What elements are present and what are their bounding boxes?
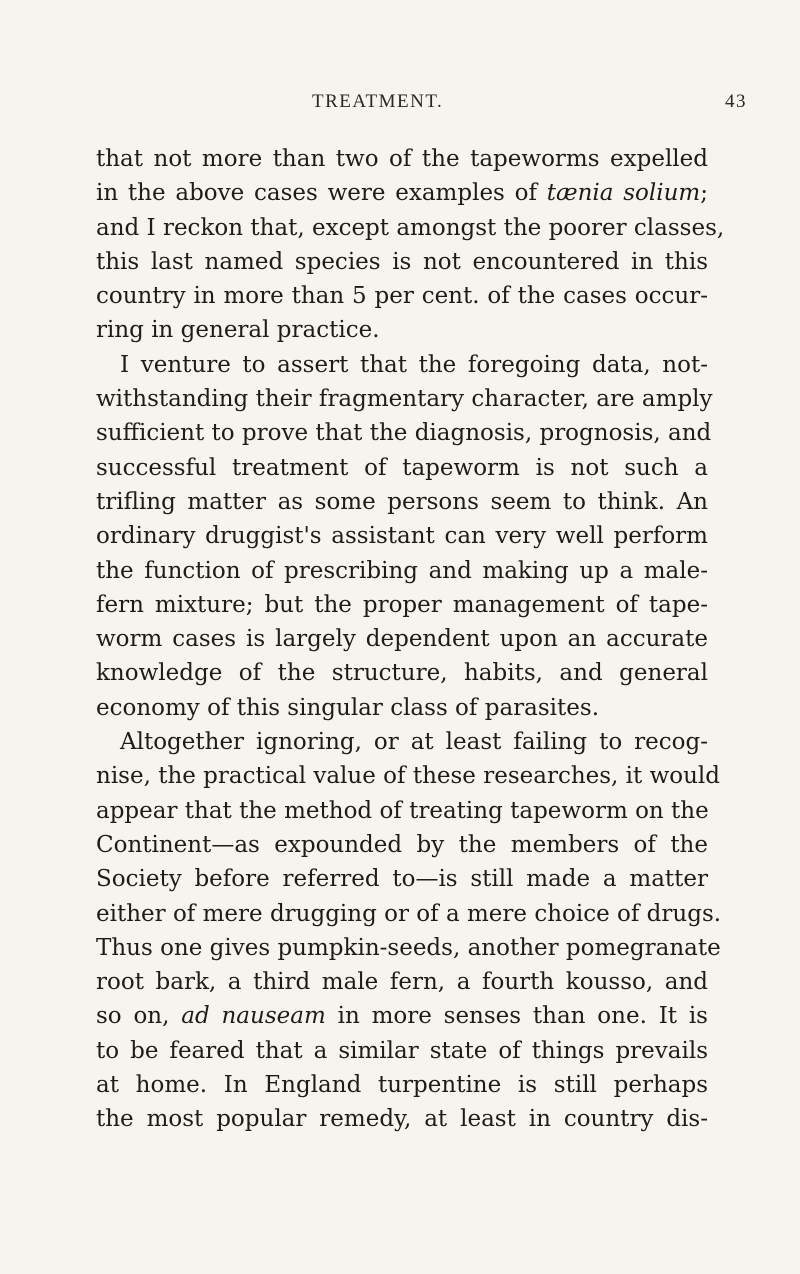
text-line: ordinary druggist's assistant can very well perform — [96, 523, 708, 550]
text-line: Thus one gives pumpkin-seeds, another pomegranate — [96, 934, 721, 961]
text-span: in more senses than one. It is — [337, 1003, 708, 1030]
text-line: nise, the practical value of these researches, it would — [96, 763, 721, 790]
text-line: at home. In England turpentine is still perhaps — [96, 1072, 708, 1099]
text-line: knowledge of the structure, habits, and general — [96, 660, 708, 687]
text-line: that not more than two of the tapeworms expelled — [96, 146, 708, 172]
italic-phrase: ad nauseam — [181, 1003, 326, 1030]
text-span: ; — [700, 180, 708, 207]
paragraph-end-line: economy of this singular class of parasites. — [96, 694, 600, 721]
paragraph-end-line: ring in general practice. — [96, 317, 380, 344]
italic-term: tænia solium — [546, 180, 701, 207]
text-line: country in more than 5 per cent. of the cases occur- — [96, 283, 708, 310]
text-line: trifling matter as some persons seem to think. An — [96, 488, 708, 515]
text-line — [96, 999, 708, 1033]
text-line: worm cases is largely dependent upon an accurate — [96, 626, 708, 653]
text-line: the function of prescribing and making up a male- — [96, 557, 708, 584]
text-span: so on, — [96, 1003, 170, 1030]
text-line: withstanding their fragmentary character, are amply — [96, 386, 713, 413]
text-line: root bark, a third male fern, a fourth kousso, and — [96, 969, 708, 996]
paragraph-start-line: I venture to assert that the foregoing data, not- — [120, 351, 708, 378]
body-text — [96, 142, 725, 1137]
text-line: either of mere drugging or of a mere choice of drugs. — [96, 900, 722, 927]
text-line — [96, 176, 708, 210]
text-line: sufficient to prove that the diagnosis, prognosis, and — [96, 420, 712, 447]
text-span: in the above cases were examples of — [96, 180, 537, 207]
page-number: 43 — [725, 91, 747, 112]
text-line: appear that the method of treating tapeworm on the — [96, 797, 709, 824]
text-line: to be feared that a similar state of things prevails — [96, 1037, 708, 1064]
running-head: TREATMENT. — [312, 91, 444, 112]
text-line: Society before referred to—is still made a matter — [96, 866, 708, 893]
text-line: Continent—as expounded by the members of the — [96, 831, 708, 858]
text-line: this last named species is not encountered in this — [96, 248, 708, 275]
text-line: successful treatment of tapeworm is not such a — [96, 454, 708, 481]
text-line: the most popular remedy, at least in country dis- — [96, 1106, 708, 1133]
paragraph-start-line: Altogether ignoring, or at least failing to recog- — [120, 729, 708, 756]
page-header — [0, 91, 800, 113]
text-line: and I reckon that, except amongst the poorer classes, — [96, 214, 725, 241]
text-line: fern mixture; but the proper management of tape- — [96, 591, 708, 618]
